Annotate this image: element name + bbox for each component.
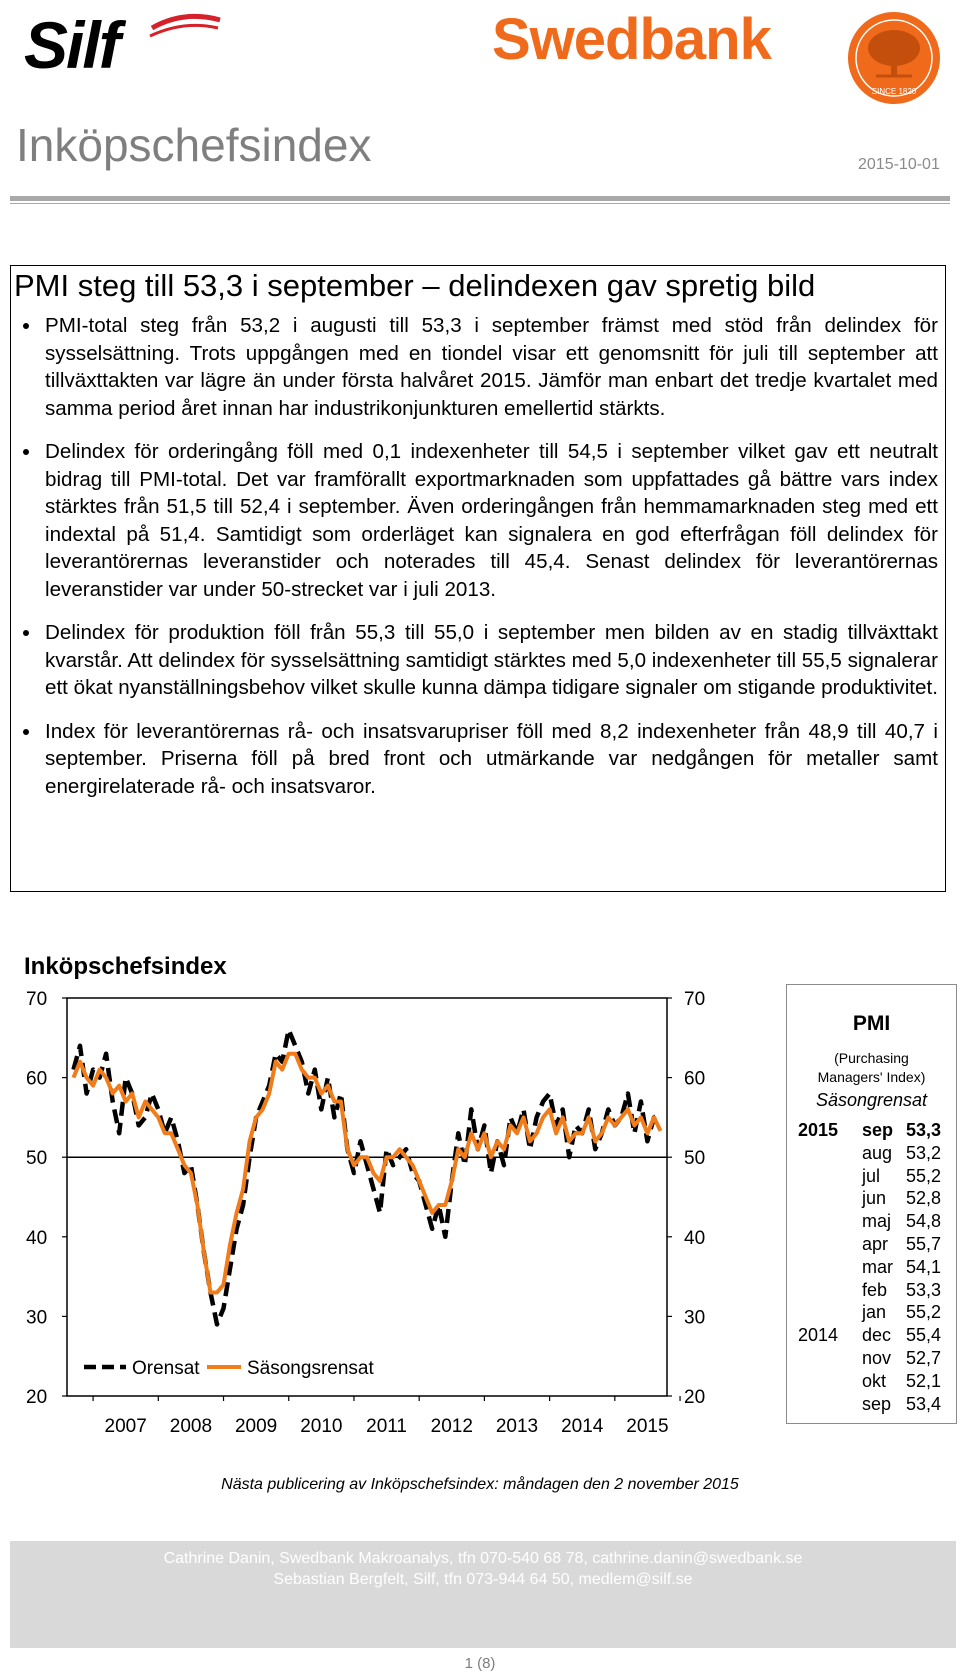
pmi-month: okt — [862, 1370, 887, 1391]
title-divider — [10, 196, 950, 201]
pmi-table-row — [786, 1371, 957, 1394]
x-tick-label: 2013 — [495, 1416, 539, 1437]
pmi-month: jun — [862, 1188, 887, 1209]
pmi-table-row — [786, 1302, 957, 1325]
x-tick-label: 2011 — [366, 1416, 407, 1437]
pmi-value: 52,1 — [906, 1370, 942, 1391]
pmi-value: 55,2 — [906, 1302, 942, 1323]
pmi-month: feb — [862, 1279, 888, 1300]
pmi-table-row — [786, 1280, 957, 1303]
pmi-table-row — [786, 1325, 957, 1348]
x-tick-label: 2014 — [561, 1416, 604, 1437]
summary-bullet — [10, 718, 946, 801]
swedbank-oak-seal-logo — [846, 10, 942, 106]
summary-bullet — [10, 619, 946, 702]
y-tick-label-left: 60 — [26, 1068, 48, 1090]
contact-line: Sebastian Bergfelt, Silf, tfn 073-944 64 50, medlem@silf.se — [273, 1571, 693, 1588]
series-line-sasongsrensat — [74, 1054, 661, 1293]
pmi-table-row — [786, 1234, 957, 1257]
series-line-orensat — [74, 1030, 661, 1325]
pmi-value: 53,3 — [906, 1279, 942, 1300]
pmi-table-row — [786, 1394, 957, 1417]
swedbank-logo-text: Swedbank — [492, 7, 771, 72]
pmi-table-row — [786, 1211, 957, 1234]
bullet-text: Delindex för orderingång föll med 0,1 indexenheter till 54,5 i september vilket gav ett neutralt bidrag till PMI-total. Det var framförallt exportmarknaden som uppfattades gå bättre vars index stärktes från 51,5 till 52,4 i september. Även orderingången från hemmamarknaden steg med ett indextal på 51,4. Samtidigt som orderläget kan signalera en god efterfrågan föll delindex för leverantörernas leveranstider och noterades till 45,4. Senast delindex för leverantörernas leveranstider var under 50-strecket var i juli 2013. — [45, 440, 938, 601]
document-date: 2015-10-01 — [858, 156, 940, 173]
bullet-dot — [23, 729, 29, 735]
plot-frame — [67, 998, 667, 1396]
silf-logo — [24, 6, 204, 82]
x-tick-label: 2012 — [430, 1416, 473, 1437]
pmi-table-row — [786, 1348, 957, 1371]
pmi-value: 55,7 — [906, 1234, 942, 1254]
silf-logo-text: Silf — [24, 8, 119, 82]
x-tick-label: 2008 — [169, 1416, 213, 1437]
summary-bullet — [10, 438, 946, 603]
pmi-month: jan — [862, 1302, 887, 1323]
x-tick-label: 2010 — [300, 1416, 343, 1437]
pmi-value: 52,7 — [906, 1348, 942, 1368]
bullet-dot — [23, 449, 29, 455]
pmi-value: 55,2 — [906, 1165, 942, 1186]
y-tick-label-left: 30 — [26, 1307, 48, 1329]
y-tick-label-right: 50 — [684, 1148, 706, 1170]
pmi-table-row — [786, 1166, 957, 1189]
x-tick-label: 2007 — [104, 1416, 147, 1437]
pmi-table-row — [786, 1257, 957, 1280]
pmi-month: jul — [862, 1165, 881, 1186]
y-tick-label-right: 30 — [684, 1307, 706, 1329]
bullet-text: Delindex för produktion föll från 55,3 till 55,0 i september men bilden av en stadig tillväxttakt kvarstår. Att delindex för sysselsättning samtidigt stärktes med 5,0 indexenheter till 55,5 signalerar ett ökat nyanställningsbehov vilket skulle kunna dämpa tidigare signaler om stigande produktivitet. — [45, 621, 938, 699]
pmi-month: maj — [862, 1211, 892, 1232]
y-tick-label-left: 20 — [26, 1387, 48, 1408]
summary-bullet — [10, 312, 946, 422]
silf-swoosh-red-2 — [150, 25, 218, 36]
pmi-value: 53,2 — [906, 1142, 942, 1163]
bullet-dot — [23, 630, 29, 636]
pmi-value: 52,8 — [906, 1188, 942, 1209]
y-tick-label-right: 70 — [684, 989, 706, 1010]
headline: PMI steg till 53,3 i september – delindexen gav spretig bild — [14, 268, 816, 303]
pmi-month: dec — [862, 1325, 892, 1346]
pmi-table-row — [786, 1120, 957, 1143]
y-tick-label-left: 50 — [26, 1148, 48, 1170]
y-tick-label-right: 20 — [684, 1387, 706, 1408]
page-number: 1 (8) — [464, 1655, 496, 1672]
pmi-year: 2015 — [798, 1120, 839, 1140]
pmi-value: 54,1 — [906, 1256, 942, 1277]
seal-text: SINCE 1820 — [871, 87, 917, 96]
x-tick-label: 2015 — [626, 1416, 669, 1437]
summary-bullets — [10, 312, 946, 816]
pmi-month: nov — [862, 1348, 892, 1368]
legend-label-sasongsrensat: Säsongsrensat — [247, 1358, 374, 1379]
bullet-dot — [23, 323, 29, 329]
chart-title: Inköpschefsindex — [24, 953, 227, 980]
y-tick-label-right: 60 — [684, 1068, 706, 1090]
pmi-table-subtitle: Managers' Index) — [817, 1069, 926, 1085]
document-title: Inköpschefsindex — [16, 119, 372, 171]
y-tick-label-right: 40 — [684, 1227, 706, 1249]
bullet-text: Index för leverantörernas rå- och insatsvarupriser föll med 8,2 indexenheter från 48,9 till 40,7 i september. Priserna föll på bred front och utmärkande var nedgången för metaller samt energirelaterade rå- och insatsvaror. — [45, 719, 938, 798]
pmi-value: 55,4 — [906, 1325, 942, 1346]
x-tick-label: 2009 — [234, 1416, 278, 1437]
pmi-year: 2014 — [798, 1325, 839, 1346]
pmi-value: 53,3 — [906, 1120, 942, 1140]
pmi-month: apr — [862, 1234, 889, 1254]
pmi-line-chart — [0, 930, 780, 1450]
pmi-month: sep — [862, 1120, 894, 1140]
legend-label-orensat: Orensat — [132, 1358, 200, 1379]
pmi-value: 54,8 — [906, 1211, 942, 1232]
bullet-text: PMI-total steg från 53,2 i augusti till 53,3 i september främst med stöd från delindex för sysselsättning. Trots uppgången med en tiondel visar ett genomsnitt för juli till september att tillväxttakten var lägre än under första halvåret 2015. Jämför man enbart det tredje kvartalet med samma period året innan har industrikonjunkturen emellertid stärkts. — [45, 314, 938, 420]
pmi-month: sep — [862, 1393, 892, 1414]
pmi-table-row — [786, 1143, 957, 1166]
contact-line: Cathrine Danin, Swedbank Makroanalys, tfn 070-540 68 78, cathrine.danin@swedbank.se — [163, 1550, 803, 1567]
pmi-table-title: PMI — [852, 1012, 891, 1035]
pmi-table-adjustment: Säsongrensat — [815, 1090, 928, 1110]
title-divider-thin — [10, 203, 950, 204]
pmi-table-subtitle: (Purchasing — [834, 1050, 909, 1066]
y-tick-label-left: 70 — [26, 989, 48, 1010]
pmi-month: aug — [862, 1142, 893, 1163]
pmi-table-row — [786, 1188, 957, 1211]
y-tick-label-left: 40 — [26, 1227, 48, 1249]
next-publication-note: Nästa publicering av Inköpschefsindex: måndagen den 2 november 2015 — [221, 1476, 739, 1493]
pmi-value: 53,4 — [906, 1393, 942, 1414]
pmi-month: mar — [862, 1256, 893, 1277]
